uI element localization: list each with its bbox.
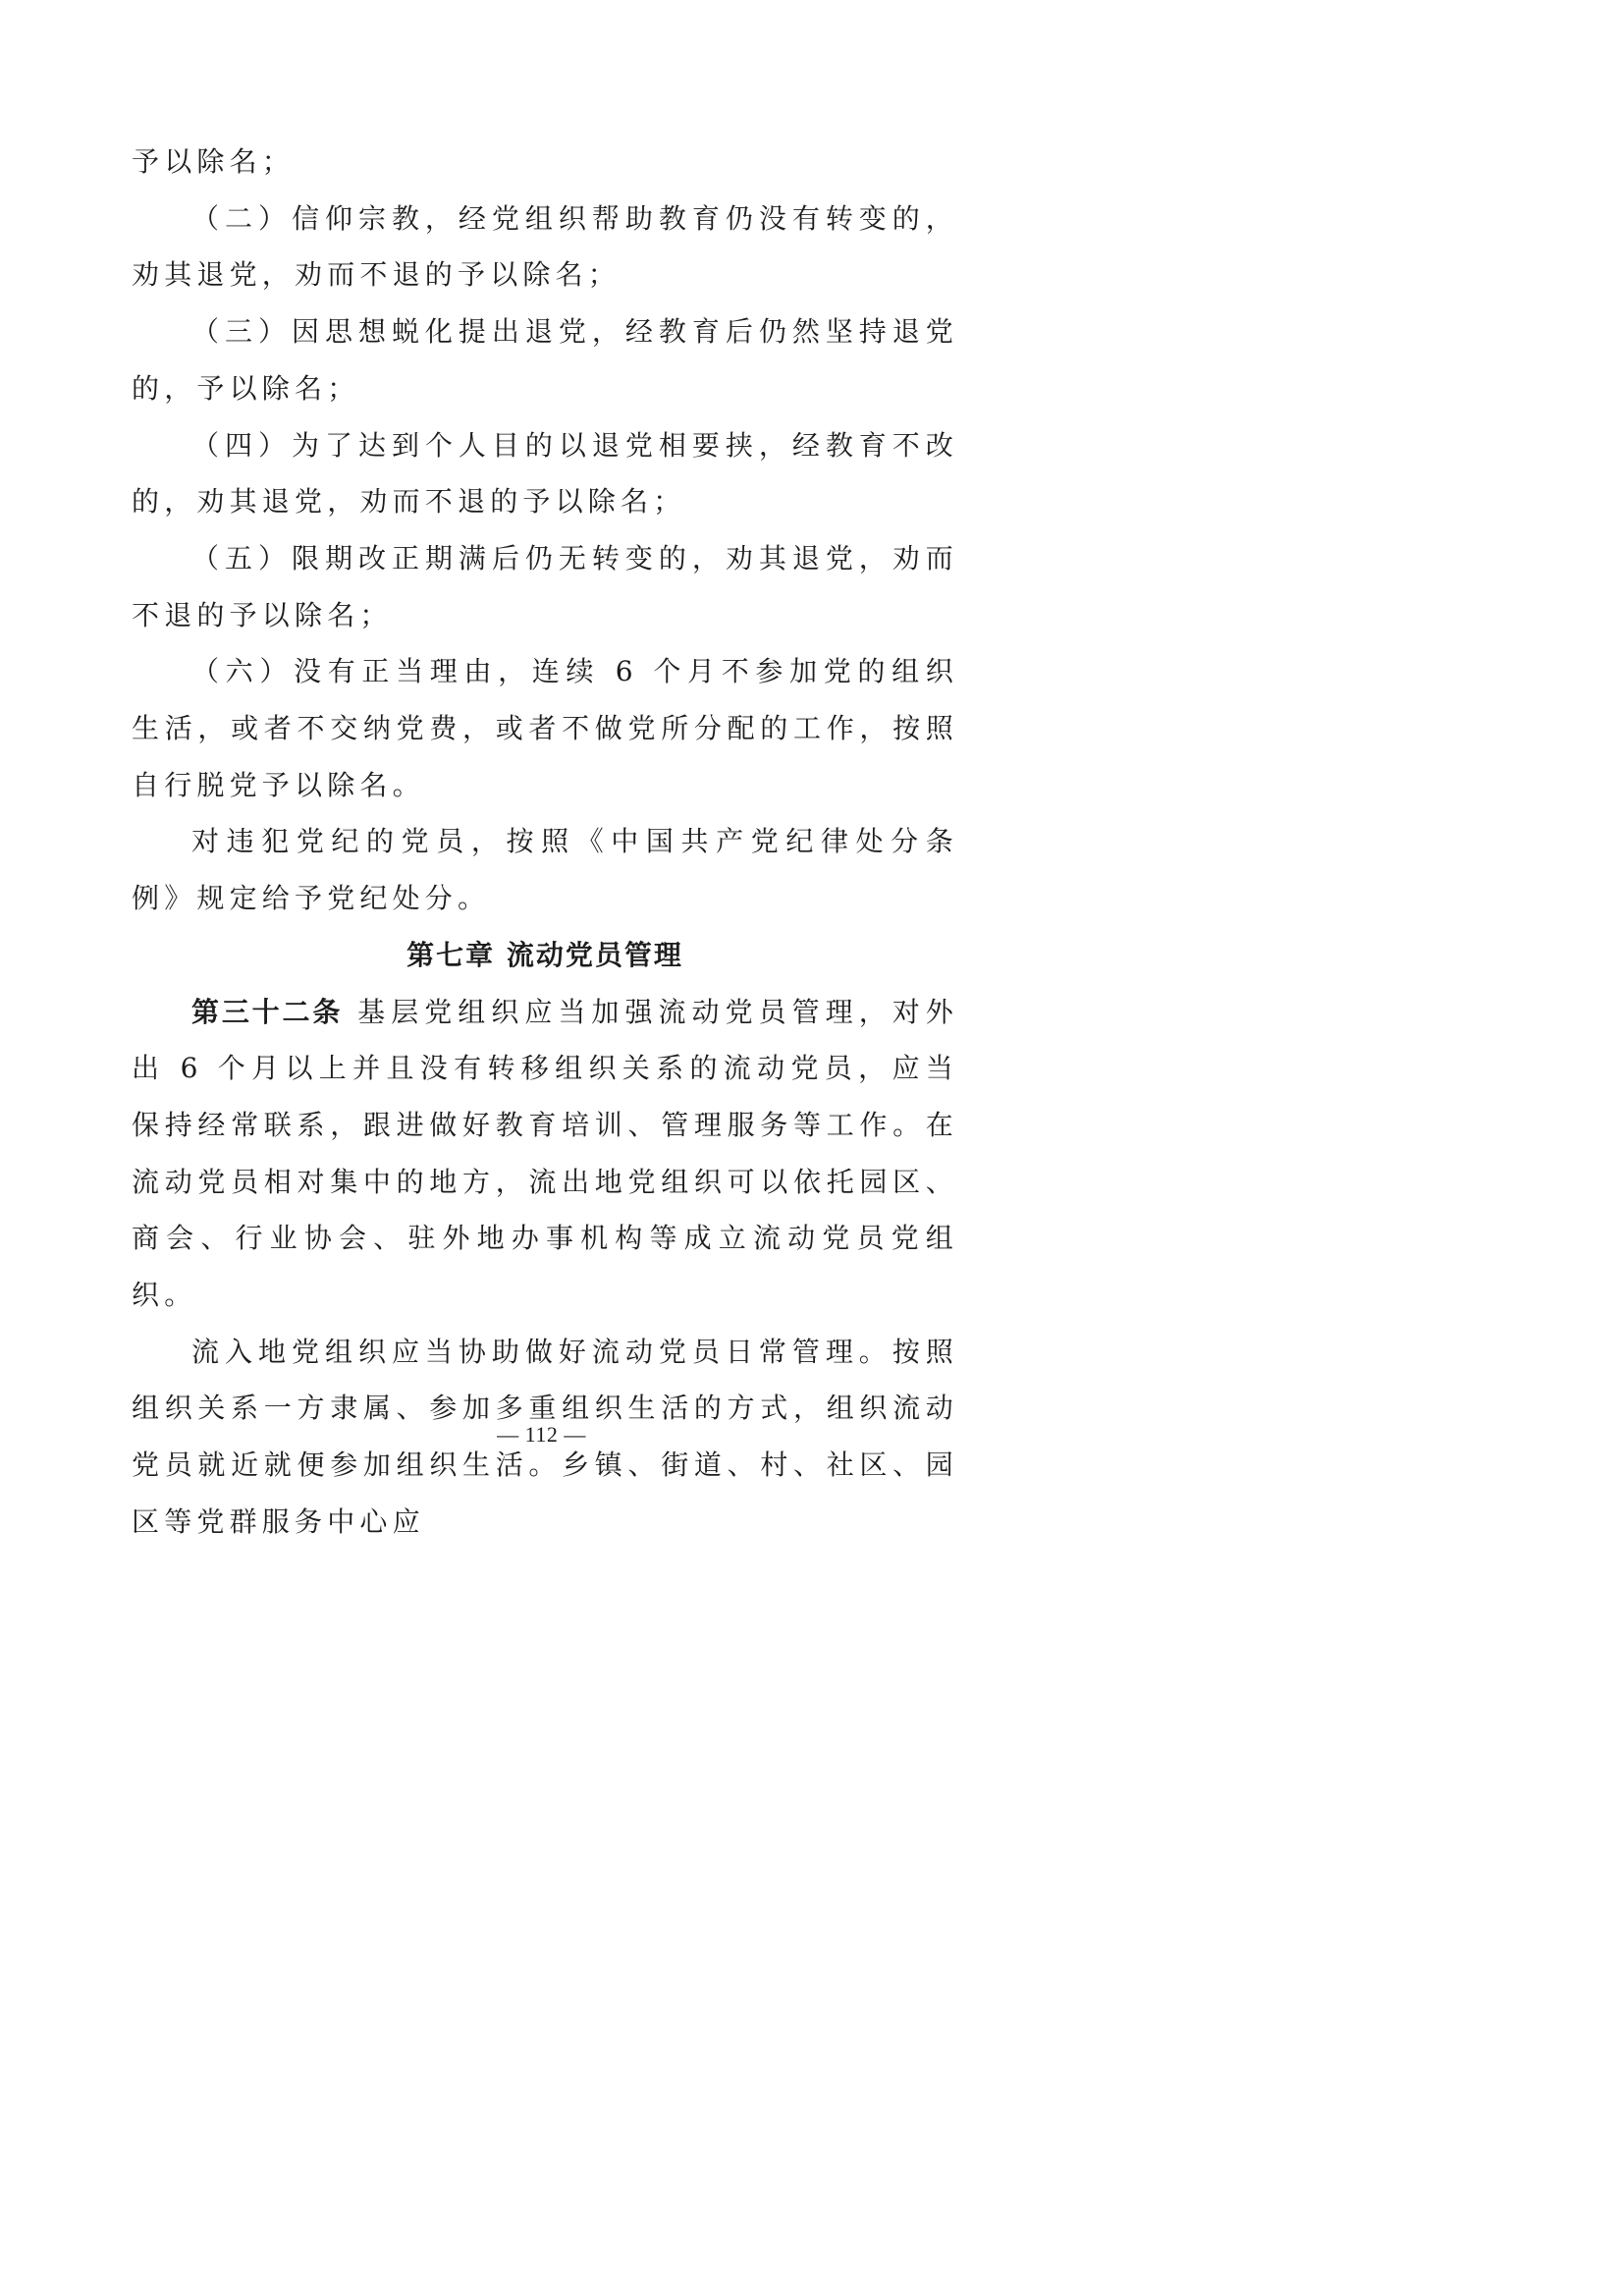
chapter-title: 第七章 流动党员管理 — [406, 938, 683, 971]
paragraph-continuation: 予以除名； — [132, 145, 296, 178]
article-32-paragraph — [132, 984, 958, 1324]
article-text: 基层党组织应当加强流动党员管理，对外出 6 个月以上并且没有转移组织关系的流动党员，应当保持经常联系，跟进做好教育培训、管理服务等工作。在流动党员相对集中的地方，流出地党组织可以依托园区、商会、行业协会、驻外地办事机构等成立流动党员党组织。 — [132, 995, 958, 1312]
document-page — [0, 0, 1083, 1538]
paragraph-inflow: 流入地党组织应当协助做好流动党员日常管理。按照组织关系一方隶属、参加多重组织生活的方式，组织流动党员就近就便参加组织生活。乡镇、街道、村、社区、园区等党群服务中心应 — [132, 1335, 958, 1538]
paragraph-item-2: （二）信仰宗教，经党组织帮助教育仍没有转变的，劝其退党，劝而不退的予以除名； — [132, 201, 958, 292]
paragraph-item-5: （五）限期改正期满后仍无转变的，劝其退党，劝而不退的予以除名； — [132, 541, 958, 631]
paragraph-item-4: （四）为了达到个人目的以退党相要挟，经教育不改的，劝其退党，劝而不退的予以除名； — [132, 428, 958, 519]
article-number: 第三十二条 — [191, 995, 344, 1028]
paragraph-item-6: （六）没有正当理由，连续 6 个月不参加党的组织生活，或者不交纳党费，或者不做党所分配的工作，按照自行脱党予以除名。 — [132, 655, 958, 801]
body-text — [132, 134, 958, 1551]
page-number: — 112 — — [497, 1422, 586, 1447]
paragraph-item-3: （三）因思想蜕化提出退党，经教育后仍然坚持退党的，予以除名； — [132, 315, 958, 405]
paragraph-discipline: 对违犯党纪的党员，按照《中国共产党纪律处分条例》规定给予党纪处分。 — [132, 825, 958, 915]
article-spacer — [343, 996, 357, 1028]
